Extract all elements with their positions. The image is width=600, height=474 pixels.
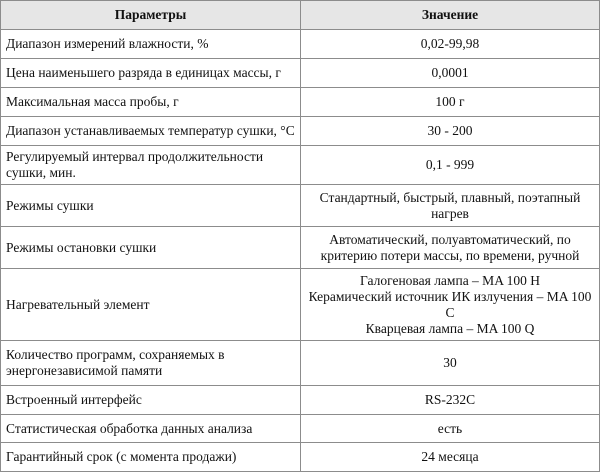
value-cell: Стандартный, быстрый, плавный, поэтапный нагрев	[301, 185, 600, 227]
param-cell: Встроенный интерфейс	[1, 386, 301, 415]
heating-element-ceramic: Керамический источник ИК излучения – MA 100 C	[308, 288, 592, 320]
table-row	[1, 269, 600, 341]
param-cell: Нагревательный элемент	[1, 269, 301, 341]
param-cell: Режимы остановки сушки	[1, 227, 301, 269]
heating-element-halogen: Галогеновая лампа – MA 100 H	[360, 272, 540, 288]
table-row	[1, 146, 600, 185]
param-cell: Диапазон устанавливаемых температур сушки, °С	[1, 117, 301, 146]
table-row	[1, 59, 600, 88]
param-cell: Максимальная масса пробы, г	[1, 88, 301, 117]
table-row	[1, 117, 600, 146]
param-cell: Режимы сушки	[1, 185, 301, 227]
table-row	[1, 227, 600, 269]
header-parameters: Параметры	[1, 1, 301, 30]
value-cell: RS-232C	[301, 386, 600, 415]
table-header-row	[1, 1, 600, 30]
value-cell: 0,0001	[301, 59, 600, 88]
value-cell: 100 г	[301, 88, 600, 117]
value-cell: 30	[301, 341, 600, 386]
table-row	[1, 30, 600, 59]
header-value: Значение	[301, 1, 600, 30]
value-cell: 0,1 - 999	[301, 146, 600, 185]
value-cell: есть	[301, 415, 600, 443]
param-cell: Цена наименьшего разряда в единицах массы, г	[1, 59, 301, 88]
heating-element-quartz: Кварцевая лампа – MA 100 Q	[365, 320, 535, 336]
value-cell	[301, 269, 600, 341]
table-row	[1, 88, 600, 117]
param-cell: Гарантийный срок (с момента продажи)	[1, 443, 301, 472]
param-cell: Диапазон измерений влажности, %	[1, 30, 301, 59]
param-cell: Количество программ, сохраняемых в энергонезависимой памяти	[1, 341, 301, 386]
param-cell: Регулируемый интервал продолжительности сушки, мин.	[1, 146, 301, 185]
table-row	[1, 386, 600, 415]
value-cell: 24 месяца	[301, 443, 600, 472]
table-row	[1, 415, 600, 443]
table-row	[1, 185, 600, 227]
value-cell: Автоматический, полуавтоматический, по критерию потери массы, по времени, ручной	[301, 227, 600, 269]
table-row	[1, 443, 600, 472]
table-row	[1, 341, 600, 386]
value-cell: 30 - 200	[301, 117, 600, 146]
value-cell: 0,02-99,98	[301, 30, 600, 59]
param-cell: Статистическая обработка данных анализа	[1, 415, 301, 443]
